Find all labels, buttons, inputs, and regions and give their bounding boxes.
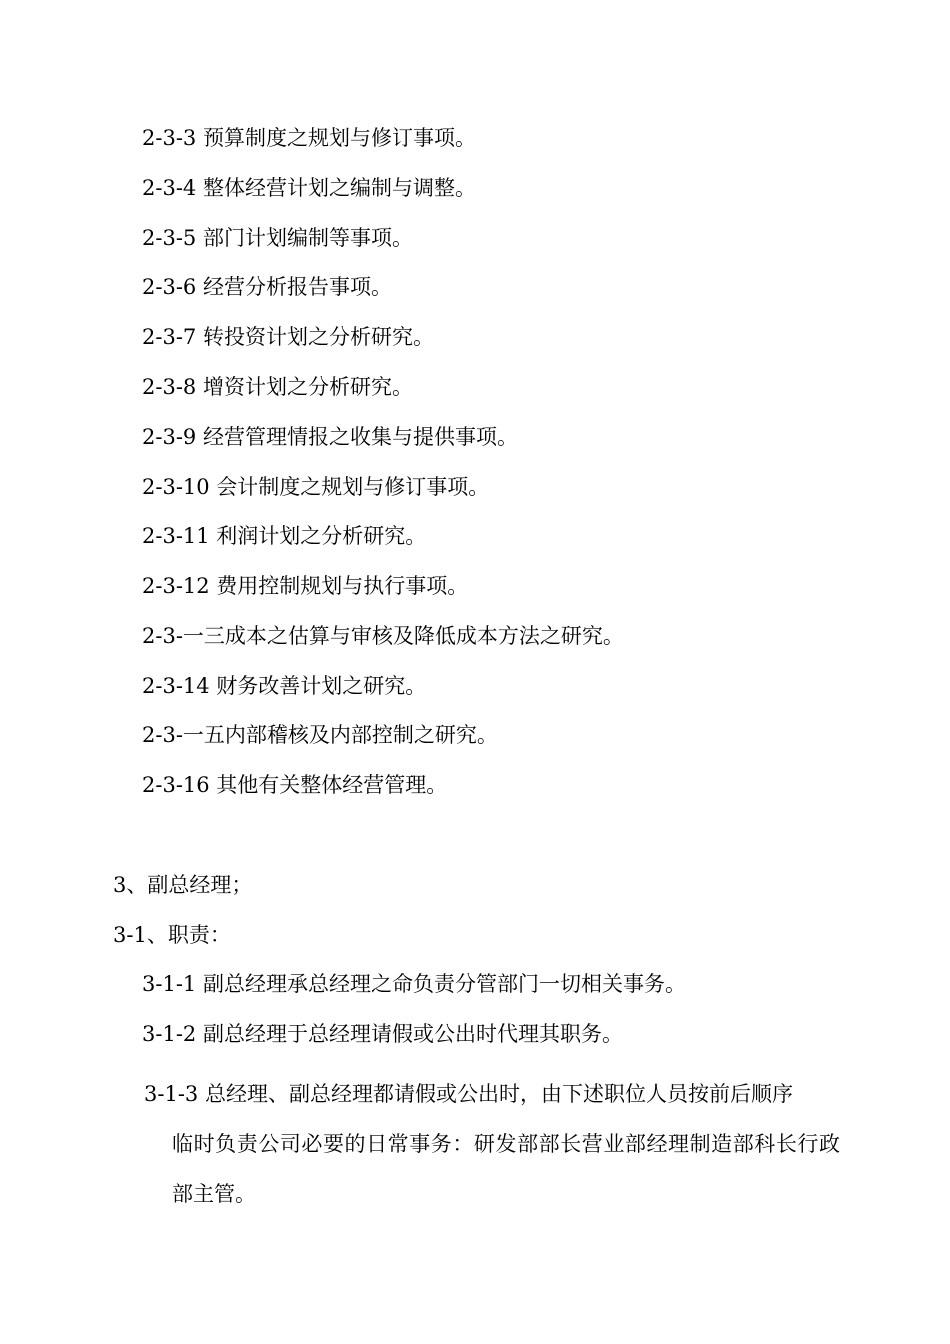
list-item: 2-3-12 费用控制规划与执行事项。 bbox=[142, 574, 469, 598]
list-item: 2-3-9 经营管理情报之收集与提供事项。 bbox=[142, 425, 518, 449]
list-item: 2-3-4 整体经营计划之编制与调整。 bbox=[142, 176, 476, 200]
list-item: 2-3-6 经营分析报告事项。 bbox=[142, 275, 392, 299]
list-item: 2-3-10 会计制度之规划与修订事项。 bbox=[142, 475, 490, 499]
section-heading: 3、副总经理； bbox=[113, 873, 253, 897]
list-item: 2-3-16 其他有关整体经营管理。 bbox=[142, 773, 448, 797]
list-item: 2-3-7 转投资计划之分析研究。 bbox=[142, 325, 434, 349]
list-item: 2-3-14 财务改善计划之研究。 bbox=[142, 674, 427, 698]
list-item-paragraph bbox=[144, 1069, 840, 1219]
list-item: 2-3-11 利润计划之分析研究。 bbox=[142, 524, 427, 548]
list-item: 2-3-一五内部稽核及内部控制之研究。 bbox=[142, 723, 498, 747]
list-item: 2-3-5 部门计划编制等事项。 bbox=[142, 226, 413, 250]
paragraph-first-line: 3-1-3 总经理、副总经理都请假或公出时，由下述职位人员按前后顺序 bbox=[144, 1082, 793, 1106]
list-item: 3-1-1 副总经理承总经理之命负责分管部门一切相关事务。 bbox=[142, 972, 686, 996]
section-subheading: 3-1、职责： bbox=[113, 923, 231, 947]
list-item: 2-3-一三成本之估算与审核及降低成本方法之研究。 bbox=[142, 624, 624, 648]
list-item: 2-3-3 预算制度之规划与修订事项。 bbox=[142, 126, 476, 150]
list-item: 3-1-2 副总经理于总经理请假或公出时代理其职务。 bbox=[142, 1022, 623, 1046]
list-item: 2-3-8 增资计划之分析研究。 bbox=[142, 375, 413, 399]
paragraph-continuation: 临时负责公司必要的日常事务：研发部部长营业部经理制造部科长行政部主管。 bbox=[172, 1132, 840, 1206]
